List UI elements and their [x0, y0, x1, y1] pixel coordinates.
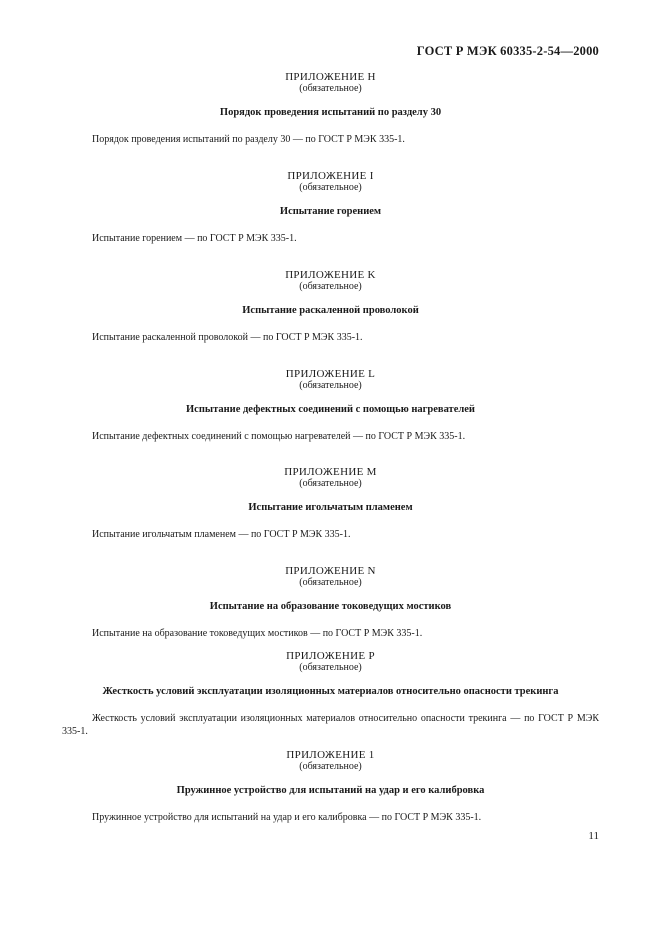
annex-title: ПРИЛОЖЕНИЕ P [286, 650, 375, 662]
annex-status: (обязательное) [299, 83, 362, 94]
annex-status: (обязательное) [299, 380, 362, 391]
annex-title: ПРИЛОЖЕНИЕ N [285, 565, 376, 577]
annex-heading: Испытание раскаленной проволокой [242, 305, 419, 316]
annex-body: Пружинное устройство для испытаний на удар и его калибровка — по ГОСТ Р МЭК 335-1. [92, 812, 482, 823]
annex-title: ПРИЛОЖЕНИЕ L [285, 368, 376, 380]
annex-body: Испытание раскаленной проволокой — по ГОСТ Р МЭК 335-1. [92, 332, 363, 343]
annex-title: ПРИЛОЖЕНИЕ 1 [286, 749, 375, 761]
annex-status: (обязательное) [299, 478, 362, 489]
page-number: 11 [588, 830, 599, 842]
annex-heading: Испытание на образование токоведущих мостиков [209, 601, 452, 612]
annex-heading: Жесткость условий эксплуатации изоляционных материалов относительно опасности трекинга [102, 686, 559, 697]
annex-title: ПРИЛОЖЕНИЕ I [287, 170, 374, 182]
annex-title: ПРИЛОЖЕНИЕ H [285, 71, 376, 83]
annex-title: ПРИЛОЖЕНИЕ K [285, 269, 376, 281]
annex-k [0, 270, 661, 344]
annex-h [0, 72, 661, 146]
annex-body: Испытание горением — по ГОСТ Р МЭК 335-1. [92, 233, 297, 244]
annex-heading: Испытание игольчатым пламенем [248, 502, 413, 513]
annex-body: Испытание на образование токоведущих мостиков — по ГОСТ Р МЭК 335-1. [92, 628, 423, 639]
annex-status: (обязательное) [299, 182, 362, 193]
annex-body: Жесткость условий эксплуатации изоляционных материалов относительно опасности трекинга — по ГОСТ Р МЭК 335-1. [62, 713, 599, 737]
document-code: ГОСТ Р МЭК 60335-2-54—2000 [416, 44, 599, 58]
annex-title: ПРИЛОЖЕНИЕ M [284, 466, 377, 478]
annex-status: (обязательное) [299, 577, 362, 588]
annex-heading: Испытание горением [279, 206, 382, 217]
annex-body: Испытание дефектных соединений с помощью нагревателей — по ГОСТ Р МЭК 335-1. [92, 431, 466, 442]
annex-heading: Пружинное устройство для испытаний на удар и его калибровка [176, 785, 485, 796]
annex-m [0, 467, 661, 541]
annex-heading: Испытание дефектных соединений с помощью нагревателей [186, 404, 475, 415]
annex-status: (обязательное) [299, 662, 362, 673]
annex-heading: Порядок проведения испытаний по разделу 30 [219, 107, 442, 118]
annex-status: (обязательное) [299, 281, 362, 292]
annex-1 [0, 750, 661, 824]
annex-body: Испытание игольчатым пламенем — по ГОСТ Р МЭК 335-1. [92, 529, 351, 540]
annex-n [0, 566, 661, 640]
annex-body: Порядок проведения испытаний по разделу 30 — по ГОСТ Р МЭК 335-1. [92, 134, 405, 145]
annex-l [0, 369, 661, 443]
annex-p [0, 651, 661, 738]
annex-i [0, 171, 661, 245]
annex-status: (обязательное) [299, 761, 362, 772]
